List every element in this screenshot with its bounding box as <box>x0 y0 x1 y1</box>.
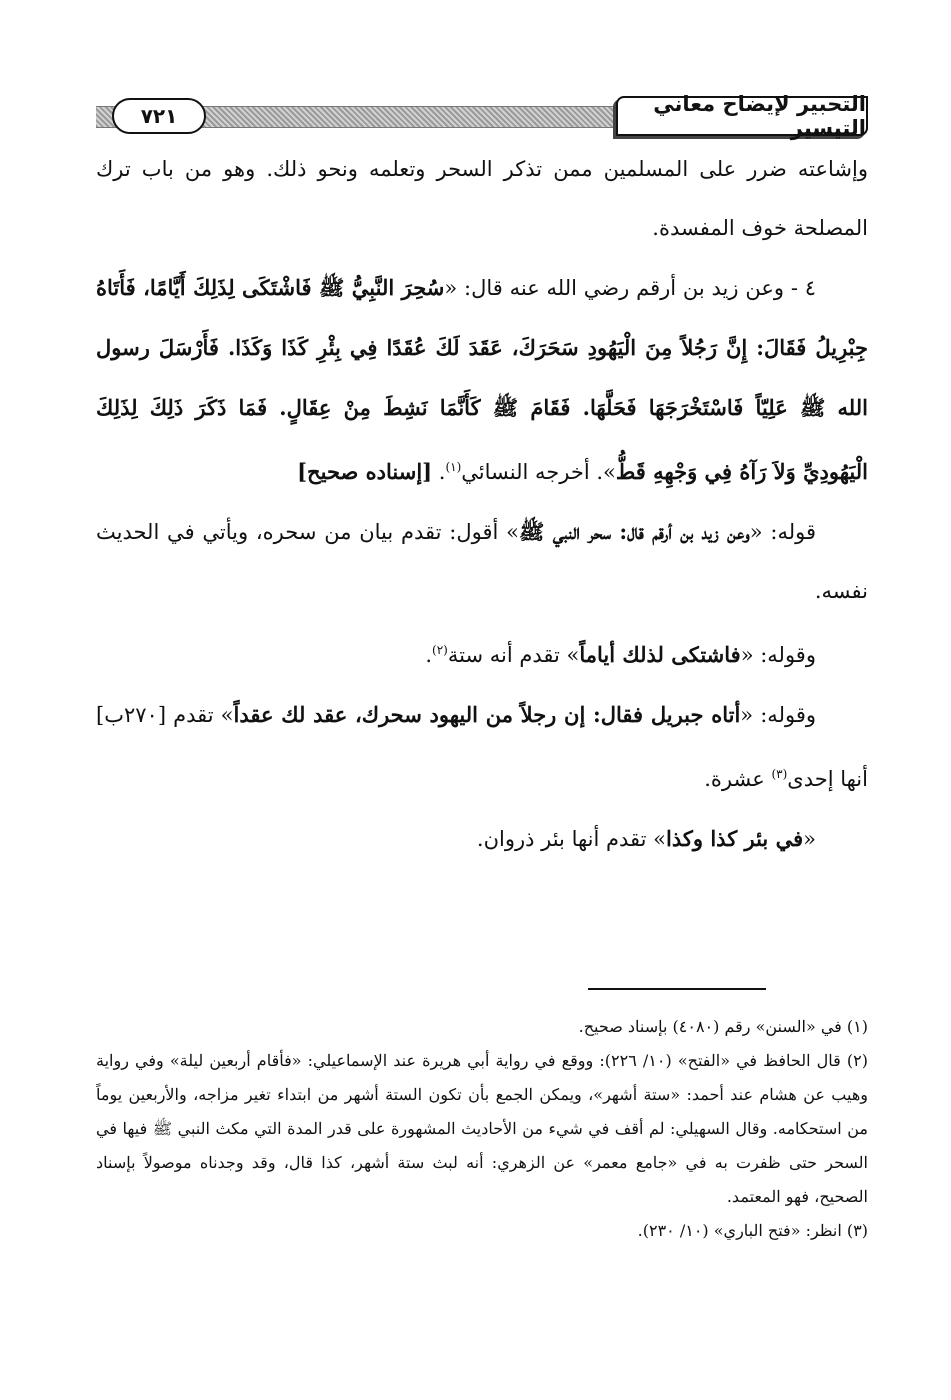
footnote-3: (٣) انظر: «فتح الباري» (١٠/ ٢٣٠). <box>637 1221 868 1240</box>
hadith-text: سُحِرَ النَّبِيُّ ﷺ فَاشْتَكَى لِذَلِكَ أَيَّامًا، فَأَتَاهُ جِبْرِيلُ فَقَالَ: إِنَّ رَجُلاً مِنَ الْيَهُودِ سَحَرَكَ، عَقَدَ لَكَ عُقَدًا فِي بِئْرِ كَذَا وَكَذَا. فَأَرْسَلَ رسول الله ﷺ عَلِيّاً فَاسْتَخْرَجَهَا فَحَلَّهَا. فَقَامَ ﷺ كَأَنَّمَا نَشِطَ مِنْ عِقَالٍ. فَمَا ذَكَرَ ذَلِكَ لِذَلِكَ الْيَهُودِيِّ وَلاَ رَآهُ فِي وَجْهِهِ قَطُّ <box>96 275 869 484</box>
page-header <box>96 92 868 140</box>
page-number-box <box>112 98 206 134</box>
footnote-separator <box>588 988 766 990</box>
footnote-ref-1: (١) <box>445 460 462 474</box>
footnotes <box>96 1010 868 1248</box>
commentary-paragraph-1: قوله: «وعن زيد بن أرقم قال: سحر النبي ﷺ» أقول: تقدم بيان من سحره، ويأتي في الحديث نفسه. <box>96 519 868 603</box>
footnote-1: (١) في «السنن» رقم (٤٠٨٠) بإسناد صحيح. <box>578 1017 868 1036</box>
page-number: ٧٢١ <box>140 104 178 128</box>
commentary-paragraph-3: وقوله: «أتاه جبريل فقال: إن رجلاً من اليهود سحرك، عقد لك عقداً» تقدم [٢٧٠ب] أنها إحدى$^{(٣)}$ عشرة. <box>96 702 868 791</box>
footnote-ref-2: (٢) <box>432 643 448 657</box>
commentary-paragraph-2: وقوله: «فاشتكى لذلك أياماً» تقدم أنه ستة$^{(٢)}$. <box>425 642 816 667</box>
grading: [إسناده صحيح] <box>297 459 433 484</box>
footnote-2: (٢) قال الحافظ في «الفتح» (١٠/ ٢٢٦): ووقع في رواية أبي هريرة عند الإسماعيلي: «فأقام أربعين ليلة» وفي رواية وهيب عن هشام عند أحمد: «ستة أشهر»، ويمكن الجمع بأن تكون الستة أشهر من ابتداء تغير مزاجه، والأربعين يوماً من استحكامه. وقال السهيلي: لم أقف في شيء من الأحاديث المشهورة على قدر المدة التي مكث النبي ﷺ فيها في السحر حتى ظفرت به في «جامع معمر» عن الزهري: أنه لبث ستة أشهر، كذا قال، وقد وجدناه موصولاً بإسناد الصحيح، فهو المعتمد. <box>96 1051 868 1206</box>
footnote-ref-3: (٣) <box>771 767 788 781</box>
book-title-box <box>616 92 868 140</box>
main-text <box>96 140 868 869</box>
paragraph-continuation: وإشاعته ضرر على المسلمين ممن تذكر السحر وتعلمه ونحو ذلك. وهو من باب ترك المصلحة خوف المفسدة. <box>96 157 868 240</box>
commentary-paragraph-4: «في بئر كذا وكذا» تقدم أنها بئر ذروان. <box>476 826 816 851</box>
book-title: التحبير لإيضاح معاني التيسير <box>653 92 866 140</box>
hadith-paragraph: ٤ - وعن زيد بن أرقم رضي الله عنه قال: «سُحِرَ النَّبِيُّ ﷺ فَاشْتَكَى لِذَلِكَ أَيَّامًا، فَأَتَاهُ جِبْرِيلُ فَقَالَ: إِنَّ رَجُلاً مِنَ الْيَهُودِ سَحَرَكَ، عَقَدَ لَكَ عُقَدًا فِي بِئْرِ كَذَا وَكَذَا. فَأَرْسَلَ رسول الله ﷺ عَلِيّاً فَاسْتَخْرَجَهَا فَحَلَّهَا. فَقَامَ ﷺ كَأَنَّمَا نَشِطَ مِنْ عِقَالٍ. فَمَا ذَكَرَ ذَلِكَ لِذَلِكَ الْيَهُودِيِّ وَلاَ رَآهُ فِي وَجْهِهِ قَطُّ». أخرجه النسائي$^{(١)}$. [إسناده صحيح] <box>96 275 869 484</box>
